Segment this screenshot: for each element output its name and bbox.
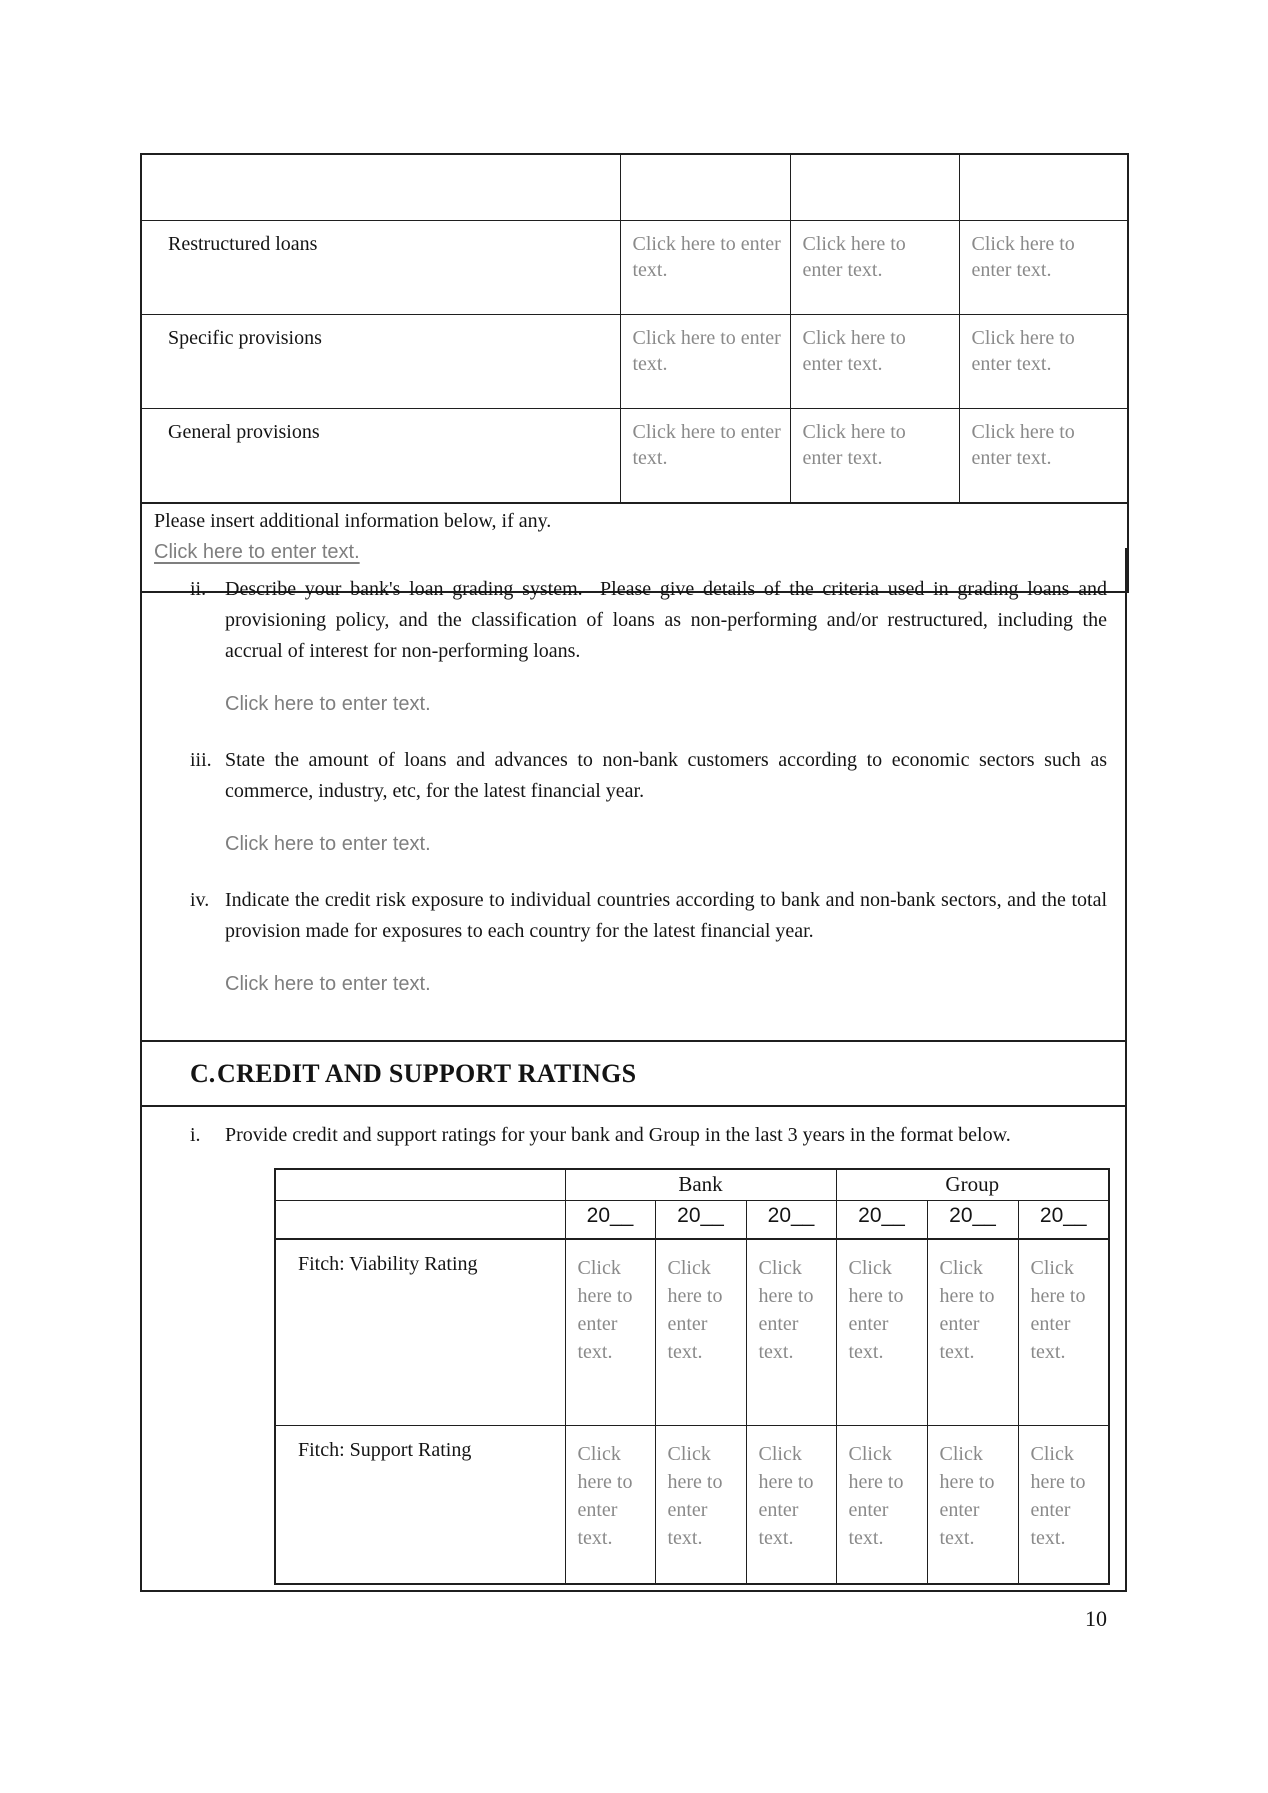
question-text: Indicate the credit risk exposure to individual countries according to bank and non-bank sectors, and the total provision made for exposures to each country for the latest financial year. <box>225 889 1107 942</box>
text-entry-placeholder[interactable]: Click here to enter text. <box>632 327 781 375</box>
loan-categories-table <box>140 153 1129 593</box>
text-entry-placeholder[interactable]: Click here to enter text. <box>577 1443 633 1549</box>
question-item-ii <box>142 574 1125 667</box>
text-entry-placeholder[interactable]: Click here to enter text. <box>939 1443 995 1549</box>
table-row <box>141 154 1128 221</box>
table-row <box>275 1201 1109 1240</box>
question-item-iii <box>142 745 1125 807</box>
text-entry-placeholder[interactable]: Click here to enter text. <box>1030 1257 1086 1363</box>
empty-header-cell <box>790 154 959 221</box>
questions-section <box>140 548 1127 1042</box>
row-label: Specific provisions <box>141 315 620 409</box>
year-header: 20__ <box>565 1201 655 1240</box>
table-row <box>141 409 1128 504</box>
text-entry-placeholder[interactable]: Click here to enter text. <box>1030 1443 1086 1549</box>
empty-header-cell <box>275 1169 565 1201</box>
ratings-section <box>140 1107 1127 1592</box>
table-row <box>275 1169 1109 1201</box>
question-text: State the amount of loans and advances to non-bank customers according to economic sectors such as commerce, industry, etc, for the latest financial year. <box>225 749 1107 802</box>
text-entry-placeholder[interactable]: Click here to enter text. <box>632 233 781 281</box>
text-entry-placeholder[interactable]: Click here to enter text. <box>939 1257 995 1363</box>
empty-header-cell <box>141 154 620 221</box>
page-number: 10 <box>1085 1606 1107 1631</box>
empty-header-cell <box>275 1201 565 1240</box>
text-entry-placeholder[interactable]: Click here to enter text. <box>802 327 906 375</box>
section-letter: C. <box>190 1058 216 1088</box>
text-entry-placeholder[interactable]: Click here to enter text. <box>802 233 906 281</box>
question-item-i <box>142 1120 1125 1151</box>
question-number: iii. <box>190 749 212 771</box>
table-row <box>275 1239 1109 1426</box>
table-row <box>141 221 1128 315</box>
year-header: 20__ <box>836 1201 927 1240</box>
text-entry-placeholder[interactable]: Click here to enter text. <box>971 233 1075 281</box>
text-entry-placeholder[interactable]: Click here to enter text. <box>225 833 431 855</box>
row-label: Restructured loans <box>141 221 620 315</box>
text-entry-placeholder[interactable]: Click here to enter text. <box>848 1443 904 1549</box>
text-entry-placeholder[interactable]: Click here to enter text. <box>667 1443 723 1549</box>
text-entry-placeholder[interactable]: Click here to enter text. <box>802 421 906 469</box>
year-header: 20__ <box>1018 1201 1109 1240</box>
text-entry-placeholder[interactable]: Click here to enter text. <box>632 421 781 469</box>
section-heading <box>142 1059 636 1089</box>
empty-header-cell <box>620 154 790 221</box>
text-entry-placeholder[interactable]: Click here to enter text. <box>971 327 1075 375</box>
question-number: i. <box>190 1124 201 1146</box>
bank-column-header: Bank <box>565 1169 836 1201</box>
text-entry-placeholder[interactable]: Click here to enter text. <box>667 1257 723 1363</box>
text-entry-placeholder[interactable]: Click here to enter text. <box>225 973 431 995</box>
year-header: 20__ <box>655 1201 746 1240</box>
row-label: General provisions <box>141 409 620 504</box>
empty-header-cell <box>959 154 1128 221</box>
section-title: CREDIT AND SUPPORT RATINGS <box>217 1058 637 1088</box>
text-entry-placeholder[interactable]: Click here to enter text. <box>154 541 360 563</box>
year-header: 20__ <box>746 1201 836 1240</box>
group-column-header: Group <box>836 1169 1109 1201</box>
text-entry-placeholder[interactable]: Click here to enter text. <box>758 1257 814 1363</box>
credit-ratings-table <box>274 1168 1110 1585</box>
question-number: ii. <box>190 578 207 600</box>
question-item-iv <box>142 885 1125 947</box>
row-label: Fitch: Support Rating <box>275 1426 565 1585</box>
section-c-heading-box <box>140 1042 1127 1107</box>
table-row <box>141 315 1128 409</box>
year-header: 20__ <box>927 1201 1018 1240</box>
additional-info-note: Please insert additional information below, if any. <box>154 510 552 532</box>
text-entry-placeholder[interactable]: Click here to enter text. <box>758 1443 814 1549</box>
question-number: iv. <box>190 889 210 911</box>
text-entry-placeholder[interactable]: Click here to enter text. <box>848 1257 904 1363</box>
text-entry-placeholder[interactable]: Click here to enter text. <box>971 421 1075 469</box>
text-entry-placeholder[interactable]: Click here to enter text. <box>225 693 431 715</box>
row-label: Fitch: Viability Rating <box>275 1239 565 1426</box>
table-row <box>275 1426 1109 1585</box>
question-text: Provide credit and support ratings for your bank and Group in the last 3 years in the format below. <box>225 1124 1011 1146</box>
question-text: Describe your bank's loan grading system. Please give details of the criteria used in grading loans and provisioning policy, and the classification of loans as non-performing and/or restructured, including the accrual of interest for non-performing loans. <box>225 578 1107 662</box>
text-entry-placeholder[interactable]: Click here to enter text. <box>577 1257 633 1363</box>
